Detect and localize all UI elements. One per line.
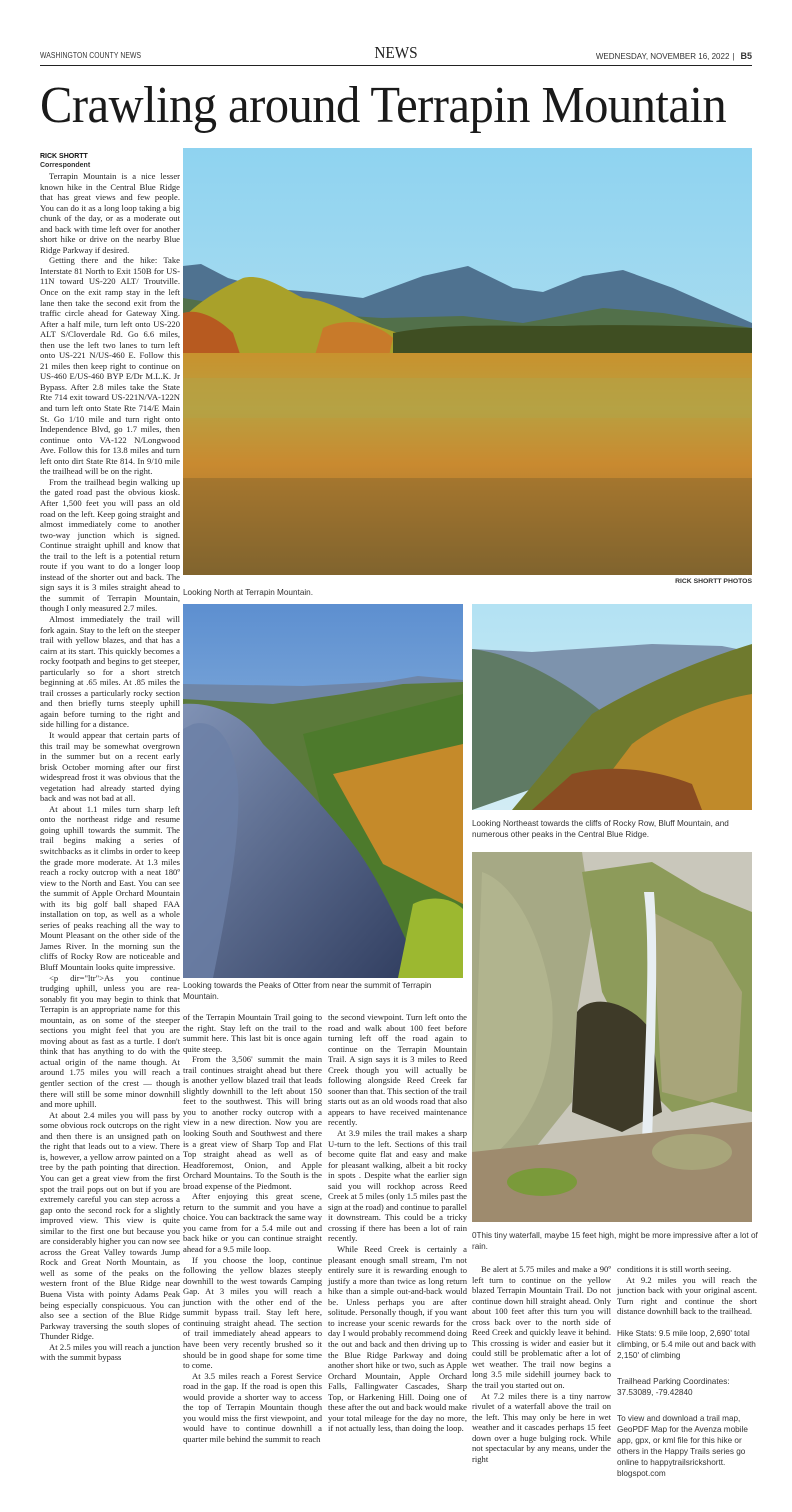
paragraph: Be alert at 5.75 miles and make a 90º left turn to continue on the yellow blazed Terrapin Mountain Trail. Do not continue down hill straight ahead. Only about 100 feet after this turn you will cross back over to the north side of Reed Creek and quickly leave it behind. This crossing is wider and easier but it could still be problematic after a lot of wet weather. The trail now begins a long 3.5 mile sidehill journey back to the trail you started out on.: [472, 1264, 611, 1391]
paragraph: At 7.2 miles there is a tiny narrow rivulet of a waterfall above the trail on the left. This may only be here in wet weather and it cascades perhaps 15 feet down over a huge bulging rock. While not spectacular by any means, under the right: [472, 1390, 611, 1464]
paragraph: <p dir="ltr">As you continue trudging uphill, unless you are reasonably fit you may begin to think that Terrapin is an appropriate name for this mountain, as on some of the steeper sections you might feel that you are moving about as fast as a turtle. I don't think that has anything to do with the actual origin of the name though. At around 1.75 miles you will reach a gentler section of the crest — though there will still be some minor downhill and more uphill.: [40, 972, 180, 1110]
paragraph: It would appear that certain parts of this trail may be somewhat overgrown in the summer but on a recent early brisk October morning after our first widespread frost it was obvious that the vegetation had already started dying back and was not bad at all.: [40, 729, 180, 804]
photo-waterfall: [472, 852, 752, 1222]
date-page: [596, 51, 752, 62]
photo-caption-main: Looking North at Terrapin Mountain.: [183, 588, 314, 597]
trailhead-coordinates: Trailhead Parking Coordinates: 37.53089, -79.42840: [617, 1376, 730, 1397]
hike-stats: Hike Stats: 9.5 mile loop, 2,690' total climbing, or 5.4 mile out and back with 2,150' of climbing: [617, 1328, 756, 1360]
paragraph: conditions it is still worth seeing.: [617, 1264, 732, 1274]
photo-peaks-of-otter: [183, 604, 463, 978]
more-info-note: To view and download a trail map, GeoPDF Map for the Avenza mobile app, gpx, or kml file for this hike or others in the Happy Trails series go online to happytrailsrickshortt. blogspot.com: [617, 1413, 748, 1478]
paragraph: At about 2.4 miles you will pass by some obvious rock outcrops on the right and then there is an unsigned path on the right that leads out to a view. There is, however, a yellow arrow painted on a tree by the path pointing that direction. You can get a great view from the first spot the trail pops out on but if you are extremely careful you can step across a gap onto the second rock for a slightly improved view. This view is quite similar to the first one but because you are considerably higher you can now see across the Great Valley towards Jump Rock and Great North Mountain, as well as some of the peaks on the western front of the Blue Ridge near Buena Vista with pointy Adams Peak being especially conspicuous. You can also see a section of the Blue Ridge Parkway traversing the south slopes of Thunder Ridge.: [40, 1109, 180, 1342]
photo-caption-waterfall: 0This tiny waterfall, maybe 15 feet high, might be more impressive after a lot of rain.: [472, 1231, 758, 1251]
photo-credit: RICK SHORTT PHOTOS: [675, 578, 752, 585]
article-column-2: [183, 1012, 322, 1444]
paragraph: If you choose the loop, continue following the yellow blazes steeply downhill to the west towards Camping Gap. At 3 miles you will reach a junction with the other end of the summit bypass trail. Stay left here, continuing straight ahead. The section of trail immediately ahead appears to have been very recently brushed so it should be in good shape for some time to come.: [183, 1254, 322, 1371]
photo-rocky-row: [472, 604, 752, 810]
ridge-photo-illustration: [472, 604, 752, 810]
paragraph: At 2.5 miles you will reach a junction with the summit bypass: [40, 1341, 180, 1363]
paragraph: of the Terrapin Mountain Trail going to the right. Stay left on the trail to the summit here. This last bit is once again quite steep.: [183, 1012, 322, 1054]
photo-caption-peaks-of-otter: Looking towards the Peaks of Otter from near the summit of Terrapin Mountain.: [183, 981, 432, 1001]
photo-caption-rocky-row: Looking Northeast towards the cliffs of Rocky Row, Bluff Mountain, and numerous other peaks in the Central Blue Ridge.: [472, 819, 729, 839]
paragraph: From the trailhead begin walking up the gated road past the obvious kiosk. After 1,500 feet you will pass an old road on the left. Keep going straight and almost immediately come to another two-way junction which is signed. Continue straight uphill and know that the trail to the left is a potential return route if you want to do a longer loop instead of the shorter out and back. The sign says it is 3 miles straight ahead to the summit of Terrapin Mountain, though I only measured 2.7 miles.: [40, 476, 180, 614]
article-column-3: [328, 1012, 467, 1434]
paragraph: the second viewpoint. Turn left onto the road and walk about 100 feet before turning left off the road again to continue on the Terrapin Mountain Trail. A sign says it is 3 miles to Reed Creek though you will actually be following alongside Reed Creek far sooner than that. This section of the trail starts out as an old woods road that also appears to have received maintenance recently.: [328, 1012, 467, 1128]
rock-outcrop-photo-illustration: [183, 604, 463, 978]
paragraph: Almost immediately the trail will fork again. Stay to the left on the steeper trail with yellow blazes, and that has a cairn at its start. This quickly becomes a rocky footpath and begins to get steeper, particularly so for a short stretch beginning at .65 miles. At .85 miles the trail crosses a particularly rocky section and then briefly turns steeply uphill again before turning to the right and side hilling for a distance.: [40, 613, 180, 730]
byline: RICK SHORTT: [40, 153, 88, 160]
paragraph: At 9.2 miles you will reach the junction back with your original ascent. Turn right and continue the short distance downhill back to the trailhead.: [617, 1274, 757, 1317]
separator: |: [732, 52, 735, 61]
byline-role: Correspondent: [40, 162, 91, 169]
paragraph: Terrapin Mountain is a nice lesser known hike in the Central Blue Ridge that has great views and few people. You can do it as a long loop taking a big chunk of the day, or as a moderate out and back with time left over for another short hike or drive on the nearby Blue Ridge Parkway if desired.: [40, 171, 180, 255]
photo-terrapin-mountain-field: [183, 148, 752, 575]
issue-date: WEDNESDAY, NOVEMBER 16, 2022: [595, 52, 730, 61]
article-column-4: [472, 1264, 611, 1464]
paragraph: While Reed Creek is certainly a pleasant enough small stream, I'm not entirely sure it is rewarding enough to justify a more than twice as long return hike than a simple out-and-back would be. Unless perhaps you are after solitude. Personally though, if you want to increase your scenic rewards for the day I would probably recommend doing the out and back and then driving up to the Blue Ridge Parkway and doing another short hike or two, such as Apple Orchard Mountain, Apple Orchard Falls, Fallingwater Cascades, Sharp Top, or Harkening Hill. Doing one of these after the out and back would make your total mileage for the day no more, if not actually less, than doing the loop.: [328, 1244, 467, 1434]
page-number: B5: [740, 51, 752, 61]
article-column-1: [40, 171, 180, 1363]
masthead-rule: [40, 65, 752, 66]
section-name: NEWS: [374, 43, 418, 62]
headline: Crawling around Terrapin Mountain: [40, 77, 727, 134]
paragraph: Getting there and the hike: Take Interstate 81 North to Exit 150B for US-11N toward US-220 ALT/ Troutville. Once on the exit ramp stay in the left lane then take the second exit from the traffic circle ahead for Gateway Xing. After a half mile, turn left onto US-220 ALT S/Cloverdale Rd. Go 6.6 miles, then use the left two lanes to turn left onto US-221 N/US-460 E. Follow this 21 miles then keep right to continue on US-460 E/US-460 BYP E/Dr M.L.K. Jr Bypass. After 2.8 miles take the State Rte 714 exit toward US-221N/VA-122N and turn left onto State Rte 714/E Main St. Go 1/10 mile and turn right onto Independence Blvd, go 1.7 miles, then continue onto VA-122 N/Longwood Ave. Follow this for 13.8 miles and turn left onto dirt State Rte 814. In 9/10 mile the trailhead will be on the right.: [40, 255, 180, 477]
article-column-5: [617, 1264, 757, 1479]
paragraph: At 3.5 miles reach a Forest Service road in the gap. If the road is open this would provide a shorter way to access the top of Terrapin Mountain though you would miss the first viewpoint, and would have to continue downhill a quarter mile behind the summit to reach: [183, 1370, 322, 1444]
paragraph: At about 1.1 miles turn sharp left onto the northeast ridge and resume going uphill towards the summit. The trail begins making a series of switchbacks as it climbs in order to keep the grade more moderate. At 1.3 miles reach a rocky outcrop with a neat 180º view to the North and East. You can see the summit of Apple Orchard Mountain with its big golf ball shaped FAA installation on top, as well as a whole series of peaks reaching all the way to Mount Pleasant on the other side of the James River. In the morning sun the cliffs of Rocky Row are noticeable and Bluff Mountain looks quite impressive.: [40, 803, 180, 973]
waterfall-photo-illustration: [472, 852, 752, 1222]
publication-name: WASHINGTON COUNTY NEWS: [40, 51, 142, 60]
landscape-photo-illustration: [183, 148, 752, 575]
paragraph: After enjoying this great scene, return to the summit and you have a choice. You can backtrack the same way you came from for a 5.4 mile out and back hike or you can continue straight ahead for a 9.5 mile loop.: [183, 1191, 322, 1255]
paragraph: At 3.9 miles the trail makes a sharp U-turn to the left. Sections of this trail become quite flat and easy and make for pleasant walking, albeit a bit rocky in spots . Despite what the earlier sign said you will rockhop across Reed Creek at 5 miles (only 1.5 miles past the sign at the road) and continue to parallel it downstream. This could be a tricky crossing if there has been a lot of rain recently.: [328, 1128, 467, 1244]
paragraph: From the 3,506' summit the main trail continues straight ahead but there is another yellow blazed trail that leads slightly downhill to the left about 150 feet to the southwest. This will bring you to another rocky outcrop with a view in a new direction. Now you are looking South and Southwest and there is a great view of Sharp Top and Flat Top straight ahead as well as of Headforemost, Onion, and Apple Orchard Mountains. To the South is the broad expense of the Piedmont.: [183, 1054, 322, 1191]
